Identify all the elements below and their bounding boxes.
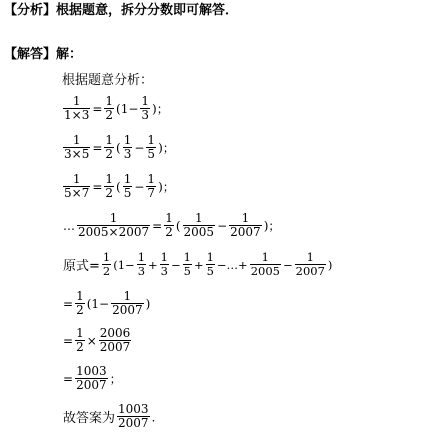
fraction: $\frac{1}{2}$	[102, 250, 111, 278]
equation-8: = $\frac{1003}{2007}$ ；	[63, 364, 122, 392]
fraction: $\frac{1}{1\times 3}$	[64, 94, 90, 122]
fraction: $\frac{1003}{2007}$	[76, 364, 107, 392]
fraction: $\frac{1}{2007}$	[295, 250, 325, 278]
analysis-text: 根据题意，拆分分数即可解答．	[56, 3, 239, 18]
fraction: $\frac{1}{5}$	[183, 250, 191, 278]
analysis-label: 【分析】	[4, 3, 57, 18]
equation-3: $\frac{1}{5\times 7}$ = $\frac{1}{2}$ ( $\frac{1}{5}$ − $\frac{1}{7}$ )；	[64, 172, 175, 200]
fraction: $\frac{1}{5\times 7}$	[64, 172, 90, 200]
fraction: $\frac{1}{2}$	[76, 289, 84, 317]
fraction: $\frac{1}{3}$	[137, 250, 146, 278]
equation-7: = $\frac{1}{2}$ × $\frac{2006}{2007}$	[63, 326, 131, 354]
fraction: $\frac{2006}{2007}$	[99, 326, 131, 354]
answer-line	[4, 48, 82, 61]
fraction: $\frac{1}{2}$	[105, 133, 114, 161]
equation-1: $\frac{1}{1\times 3}$ = $\frac{1}{2}$ (1− $\frac{1}{3}$ )；	[64, 94, 169, 122]
fraction: $\frac{1}{3\times 5}$	[64, 133, 90, 161]
fraction: $\frac{1}{2005}$	[183, 211, 215, 239]
conclusion: 故答案为 $\frac{1003}{2007}$ ．	[63, 402, 164, 430]
fraction: $\frac{1}{2007}$	[230, 211, 261, 239]
fraction: $\frac{1}{5}$	[206, 250, 214, 278]
fraction: $\frac{1}{3}$	[123, 133, 132, 161]
fraction: $\frac{1}{3}$	[160, 250, 168, 278]
equation-5: 原式= $\frac{1}{2}$ (1− $\frac{1}{3}$ + $\frac{1}{3}$ − $\frac{1}{5}$ + $\frac{1}{5}$ −…+ $\frac{1}{2005}$ − $\frac{1}{2007}$ )	[63, 250, 333, 278]
fraction: $\frac{1}{5}$	[123, 172, 132, 200]
fraction: $\frac{1}{2}$	[105, 94, 114, 122]
fraction: $\frac{1}{7}$	[147, 172, 156, 200]
fraction: $\frac{1}{2}$	[105, 172, 114, 200]
fraction: $\frac{1}{2005}$	[250, 250, 280, 278]
fraction: $\frac{1}{2}$	[76, 326, 84, 354]
fraction: $\frac{1003}{2007}$	[118, 402, 149, 430]
fraction: $\frac{1}{2005\times 2007}$	[78, 211, 150, 239]
fraction: $\frac{1}{2007}$	[112, 289, 143, 317]
equation-6: = $\frac{1}{2}$ (1− $\frac{1}{2007}$ )	[63, 289, 151, 317]
equation-4: … $\frac{1}{2005\times 2007}$ = $\frac{1}{2}$ ( $\frac{1}{2005}$ − $\frac{1}{2007}$ )；	[63, 211, 281, 239]
fraction: $\frac{1}{3}$	[141, 94, 150, 122]
answer-label: 【解答】	[4, 47, 57, 62]
fraction: $\frac{1}{5}$	[147, 133, 156, 161]
analysis-line	[4, 4, 238, 17]
answer-text: 解：	[56, 47, 83, 62]
intro-text: 根据题意分析：	[62, 73, 154, 88]
equation-2: $\frac{1}{3\times 5}$ = $\frac{1}{2}$ ( $\frac{1}{3}$ − $\frac{1}{5}$ )；	[64, 133, 175, 161]
fraction: $\frac{1}{2}$	[165, 211, 173, 239]
